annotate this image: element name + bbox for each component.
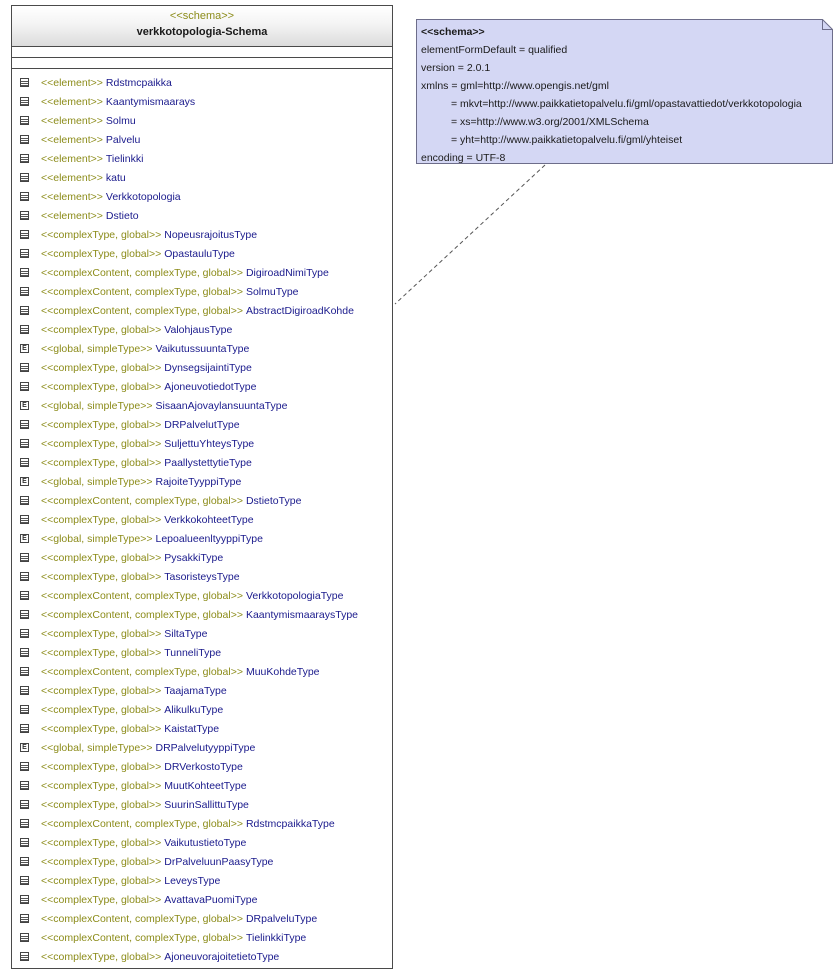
complex-type-icon — [20, 97, 29, 106]
complex-type-icon — [20, 553, 29, 562]
member-row[interactable] — [12, 529, 392, 548]
complex-type-icon — [20, 420, 29, 429]
complex-type-icon — [20, 667, 29, 676]
member-stereotype: <<complexType, global>> — [41, 836, 162, 849]
complex-type-icon — [20, 363, 29, 372]
member-stereotype: <<element>> — [41, 133, 103, 146]
member-row[interactable] — [12, 415, 392, 434]
member-row[interactable] — [12, 795, 392, 814]
member-stereotype: <<complexType, global>> — [41, 380, 162, 393]
member-name: NopeusrajoitusType — [164, 228, 258, 241]
complex-type-icon — [20, 192, 29, 201]
member-row[interactable] — [12, 187, 392, 206]
note-line: = mkvt=http://www.paikkatietopalvelu.fi/gml/opastavattiedot/verkkotopologia — [451, 98, 802, 110]
member-row[interactable] — [12, 567, 392, 586]
member-name: Kaantymismaarays — [105, 95, 196, 108]
member-row[interactable] — [12, 871, 392, 890]
complex-type-icon — [20, 268, 29, 277]
member-name: Palvelu — [105, 133, 141, 146]
member-name: MuutKohteetType — [164, 779, 247, 792]
member-name: DstietoType — [245, 494, 302, 507]
member-row[interactable] — [12, 301, 392, 320]
complex-type-icon — [20, 439, 29, 448]
member-row[interactable] — [12, 814, 392, 833]
member-name: AjoneuvotiedotType — [164, 380, 257, 393]
member-name: LepoalueenltyyppiType — [155, 532, 263, 545]
member-name: Tielinkki — [105, 152, 144, 165]
member-name: MuuKohdeType — [245, 665, 320, 678]
note-line: elementFormDefault = qualified — [421, 44, 568, 56]
member-name: DRPalvelutType — [164, 418, 240, 431]
member-stereotype: <<complexType, global>> — [41, 874, 162, 887]
complex-type-icon — [20, 952, 29, 961]
note-title: <<schema>> — [421, 26, 485, 38]
member-name: Solmu — [105, 114, 136, 127]
complex-type-icon — [20, 781, 29, 790]
member-row[interactable] — [12, 73, 392, 92]
member-row[interactable] — [12, 643, 392, 662]
complex-type-icon — [20, 135, 29, 144]
member-name: VaikutussuuntaType — [155, 342, 250, 355]
member-stereotype: <<complexContent, complexType, global>> — [41, 494, 243, 507]
member-stereotype: <<complexContent, complexType, global>> — [41, 931, 243, 944]
member-name: PaallystettytieType — [164, 456, 252, 469]
member-list — [12, 69, 392, 966]
member-row[interactable] — [12, 852, 392, 871]
attributes-compartment — [12, 47, 392, 58]
member-stereotype: <<element>> — [41, 152, 103, 165]
member-name: SuurinSallittuType — [164, 798, 249, 811]
schema-note[interactable] — [416, 19, 833, 164]
member-row[interactable] — [12, 320, 392, 339]
member-name: DRPalvelutyyppiType — [155, 741, 256, 754]
member-name: TunneliType — [164, 646, 222, 659]
member-row[interactable] — [12, 149, 392, 168]
member-stereotype: <<complexType, global>> — [41, 361, 162, 374]
member-stereotype: <<complexType, global>> — [41, 950, 162, 963]
member-name: VerkkokohteetType — [164, 513, 254, 526]
member-name: SiltaType — [164, 627, 208, 640]
member-row[interactable] — [12, 928, 392, 947]
note-line: = yht=http://www.paikkatietopalvelu.fi/gml/yhteiset — [451, 134, 683, 146]
complex-type-icon — [20, 515, 29, 524]
member-name: VerkkotopologiaType — [245, 589, 344, 602]
member-row[interactable] — [12, 206, 392, 225]
enumeration-icon: E — [20, 477, 29, 486]
member-stereotype: <<global, simpleType>> — [41, 399, 153, 412]
complex-type-icon — [20, 876, 29, 885]
member-name: PysakkiType — [164, 551, 224, 564]
complex-type-icon — [20, 610, 29, 619]
member-row[interactable] — [12, 244, 392, 263]
member-name: TasoristeysType — [164, 570, 240, 583]
member-name: TaajamaType — [164, 684, 227, 697]
member-row[interactable] — [12, 282, 392, 301]
member-row[interactable] — [12, 586, 392, 605]
complex-type-icon — [20, 933, 29, 942]
member-name: TielinkkiType — [245, 931, 307, 944]
member-stereotype: <<complexType, global>> — [41, 418, 162, 431]
complex-type-icon — [20, 819, 29, 828]
operations-compartment — [12, 58, 392, 69]
member-name: SisaanAjovaylansuuntaType — [155, 399, 288, 412]
member-row[interactable] — [12, 681, 392, 700]
member-stereotype: <<complexType, global>> — [41, 703, 162, 716]
member-name: AvattavaPuomiType — [164, 893, 258, 906]
member-stereotype: <<complexContent, complexType, global>> — [41, 304, 243, 317]
member-stereotype: <<complexType, global>> — [41, 722, 162, 735]
complex-type-icon — [20, 249, 29, 258]
member-name: RajoiteTyyppiType — [155, 475, 242, 488]
member-row[interactable] — [12, 890, 392, 909]
class-stereotype: <<schema>> — [169, 10, 235, 22]
note-line: xmlns = gml=http://www.opengis.net/gml — [421, 80, 609, 92]
member-stereotype: <<complexType, global>> — [41, 323, 162, 336]
member-stereotype: <<complexContent, complexType, global>> — [41, 817, 243, 830]
note-line: version = 2.0.1 — [421, 62, 491, 74]
member-stereotype: <<complexType, global>> — [41, 855, 162, 868]
member-stereotype: <<element>> — [41, 76, 103, 89]
member-stereotype: <<global, simpleType>> — [41, 741, 153, 754]
complex-type-icon — [20, 325, 29, 334]
member-row[interactable] — [12, 263, 392, 282]
member-row[interactable] — [12, 510, 392, 529]
member-stereotype: <<global, simpleType>> — [41, 532, 153, 545]
class-header — [12, 6, 392, 47]
member-row[interactable] — [12, 548, 392, 567]
enumeration-icon: E — [20, 401, 29, 410]
complex-type-icon — [20, 211, 29, 220]
enumeration-icon: E — [20, 534, 29, 543]
member-stereotype: <<complexType, global>> — [41, 798, 162, 811]
member-row[interactable] — [12, 396, 392, 415]
member-stereotype: <<complexType, global>> — [41, 646, 162, 659]
member-name: ValohjausType — [164, 323, 233, 336]
member-stereotype: <<complexContent, complexType, global>> — [41, 912, 243, 925]
member-name: DigiroadNimiType — [245, 266, 329, 279]
member-stereotype: <<complexType, global>> — [41, 228, 162, 241]
complex-type-icon — [20, 705, 29, 714]
member-row[interactable] — [12, 472, 392, 491]
complex-type-icon — [20, 230, 29, 239]
member-stereotype: <<element>> — [41, 95, 103, 108]
schema-class-box[interactable] — [11, 5, 393, 969]
member-name: DynsegsijaintiType — [164, 361, 252, 374]
member-row[interactable] — [12, 491, 392, 510]
member-row[interactable] — [12, 358, 392, 377]
enumeration-icon: E — [20, 344, 29, 353]
complex-type-icon — [20, 914, 29, 923]
member-stereotype: <<global, simpleType>> — [41, 342, 153, 355]
member-row[interactable] — [12, 719, 392, 738]
member-name: DrPalveluunPaasyType — [164, 855, 274, 868]
member-row[interactable] — [12, 130, 392, 149]
complex-type-icon — [20, 116, 29, 125]
member-row[interactable] — [12, 909, 392, 928]
member-stereotype: <<complexType, global>> — [41, 456, 162, 469]
member-stereotype: <<complexContent, complexType, global>> — [41, 285, 243, 298]
member-row[interactable] — [12, 377, 392, 396]
class-title: verkkotopologia-Schema — [136, 26, 268, 38]
member-stereotype: <<complexType, global>> — [41, 551, 162, 564]
member-stereotype: <<complexType, global>> — [41, 437, 162, 450]
member-stereotype: <<complexType, global>> — [41, 684, 162, 697]
note-line: encoding = UTF-8 — [421, 152, 506, 164]
member-row[interactable] — [12, 757, 392, 776]
member-stereotype: <<complexContent, complexType, global>> — [41, 589, 243, 602]
member-stereotype: <<complexType, global>> — [41, 513, 162, 526]
member-name: SuljettuYhteysType — [164, 437, 255, 450]
member-name: AjoneuvorajoitetietoType — [164, 950, 280, 963]
enumeration-icon: E — [20, 743, 29, 752]
member-row[interactable] — [12, 662, 392, 681]
complex-type-icon — [20, 686, 29, 695]
member-stereotype: <<complexContent, complexType, global>> — [41, 665, 243, 678]
member-row[interactable] — [12, 111, 392, 130]
member-name: RdstmcpaikkaType — [245, 817, 335, 830]
complex-type-icon — [20, 591, 29, 600]
complex-type-icon — [20, 838, 29, 847]
member-stereotype: <<complexType, global>> — [41, 570, 162, 583]
member-name: DRVerkostoType — [164, 760, 243, 773]
member-row[interactable] — [12, 605, 392, 624]
note-line: = xs=http://www.w3.org/2001/XMLSchema — [451, 116, 649, 128]
member-stereotype: <<complexContent, complexType, global>> — [41, 266, 243, 279]
complex-type-icon — [20, 173, 29, 182]
member-row[interactable] — [12, 434, 392, 453]
member-stereotype: <<global, simpleType>> — [41, 475, 153, 488]
member-stereotype: <<element>> — [41, 190, 103, 203]
member-stereotype: <<element>> — [41, 171, 103, 184]
complex-type-icon — [20, 895, 29, 904]
complex-type-icon — [20, 629, 29, 638]
complex-type-icon — [20, 724, 29, 733]
complex-type-icon — [20, 306, 29, 315]
member-name: katu — [105, 171, 126, 184]
complex-type-icon — [20, 287, 29, 296]
complex-type-icon — [20, 382, 29, 391]
complex-type-icon — [20, 78, 29, 87]
member-name: AbstractDigiroadKohde — [245, 304, 354, 317]
member-stereotype: <<complexContent, complexType, global>> — [41, 608, 243, 621]
member-name: KaistatType — [164, 722, 220, 735]
member-row[interactable] — [12, 776, 392, 795]
member-row[interactable] — [12, 947, 392, 966]
member-name: Verkkotopologia — [105, 190, 181, 203]
member-stereotype: <<complexType, global>> — [41, 627, 162, 640]
member-name: VaikutustietoType — [164, 836, 247, 849]
note-content — [421, 23, 821, 167]
complex-type-icon — [20, 648, 29, 657]
member-stereotype: <<complexType, global>> — [41, 893, 162, 906]
member-stereotype: <<complexType, global>> — [41, 760, 162, 773]
member-name: LeveysType — [164, 874, 221, 887]
member-row[interactable] — [12, 738, 392, 757]
complex-type-icon — [20, 800, 29, 809]
member-row[interactable] — [12, 453, 392, 472]
complex-type-icon — [20, 857, 29, 866]
member-stereotype: <<complexType, global>> — [41, 247, 162, 260]
member-row[interactable] — [12, 833, 392, 852]
complex-type-icon — [20, 496, 29, 505]
member-name: OpastauluType — [164, 247, 235, 260]
member-row[interactable] — [12, 92, 392, 111]
member-name: KaantymismaaraysType — [245, 608, 359, 621]
member-name: Rdstmcpaikka — [105, 76, 172, 89]
complex-type-icon — [20, 572, 29, 581]
member-stereotype: <<element>> — [41, 209, 103, 222]
complex-type-icon — [20, 154, 29, 163]
complex-type-icon — [20, 762, 29, 771]
member-stereotype: <<element>> — [41, 114, 103, 127]
member-name: DRpalveluType — [245, 912, 318, 925]
member-row[interactable] — [12, 339, 392, 358]
member-row[interactable] — [12, 225, 392, 244]
complex-type-icon — [20, 458, 29, 467]
member-stereotype: <<complexType, global>> — [41, 779, 162, 792]
member-row[interactable] — [12, 624, 392, 643]
member-name: SolmuType — [245, 285, 299, 298]
member-name: Dstieto — [105, 209, 139, 222]
member-row[interactable] — [12, 168, 392, 187]
member-name: AlikulkuType — [164, 703, 224, 716]
member-row[interactable] — [12, 700, 392, 719]
